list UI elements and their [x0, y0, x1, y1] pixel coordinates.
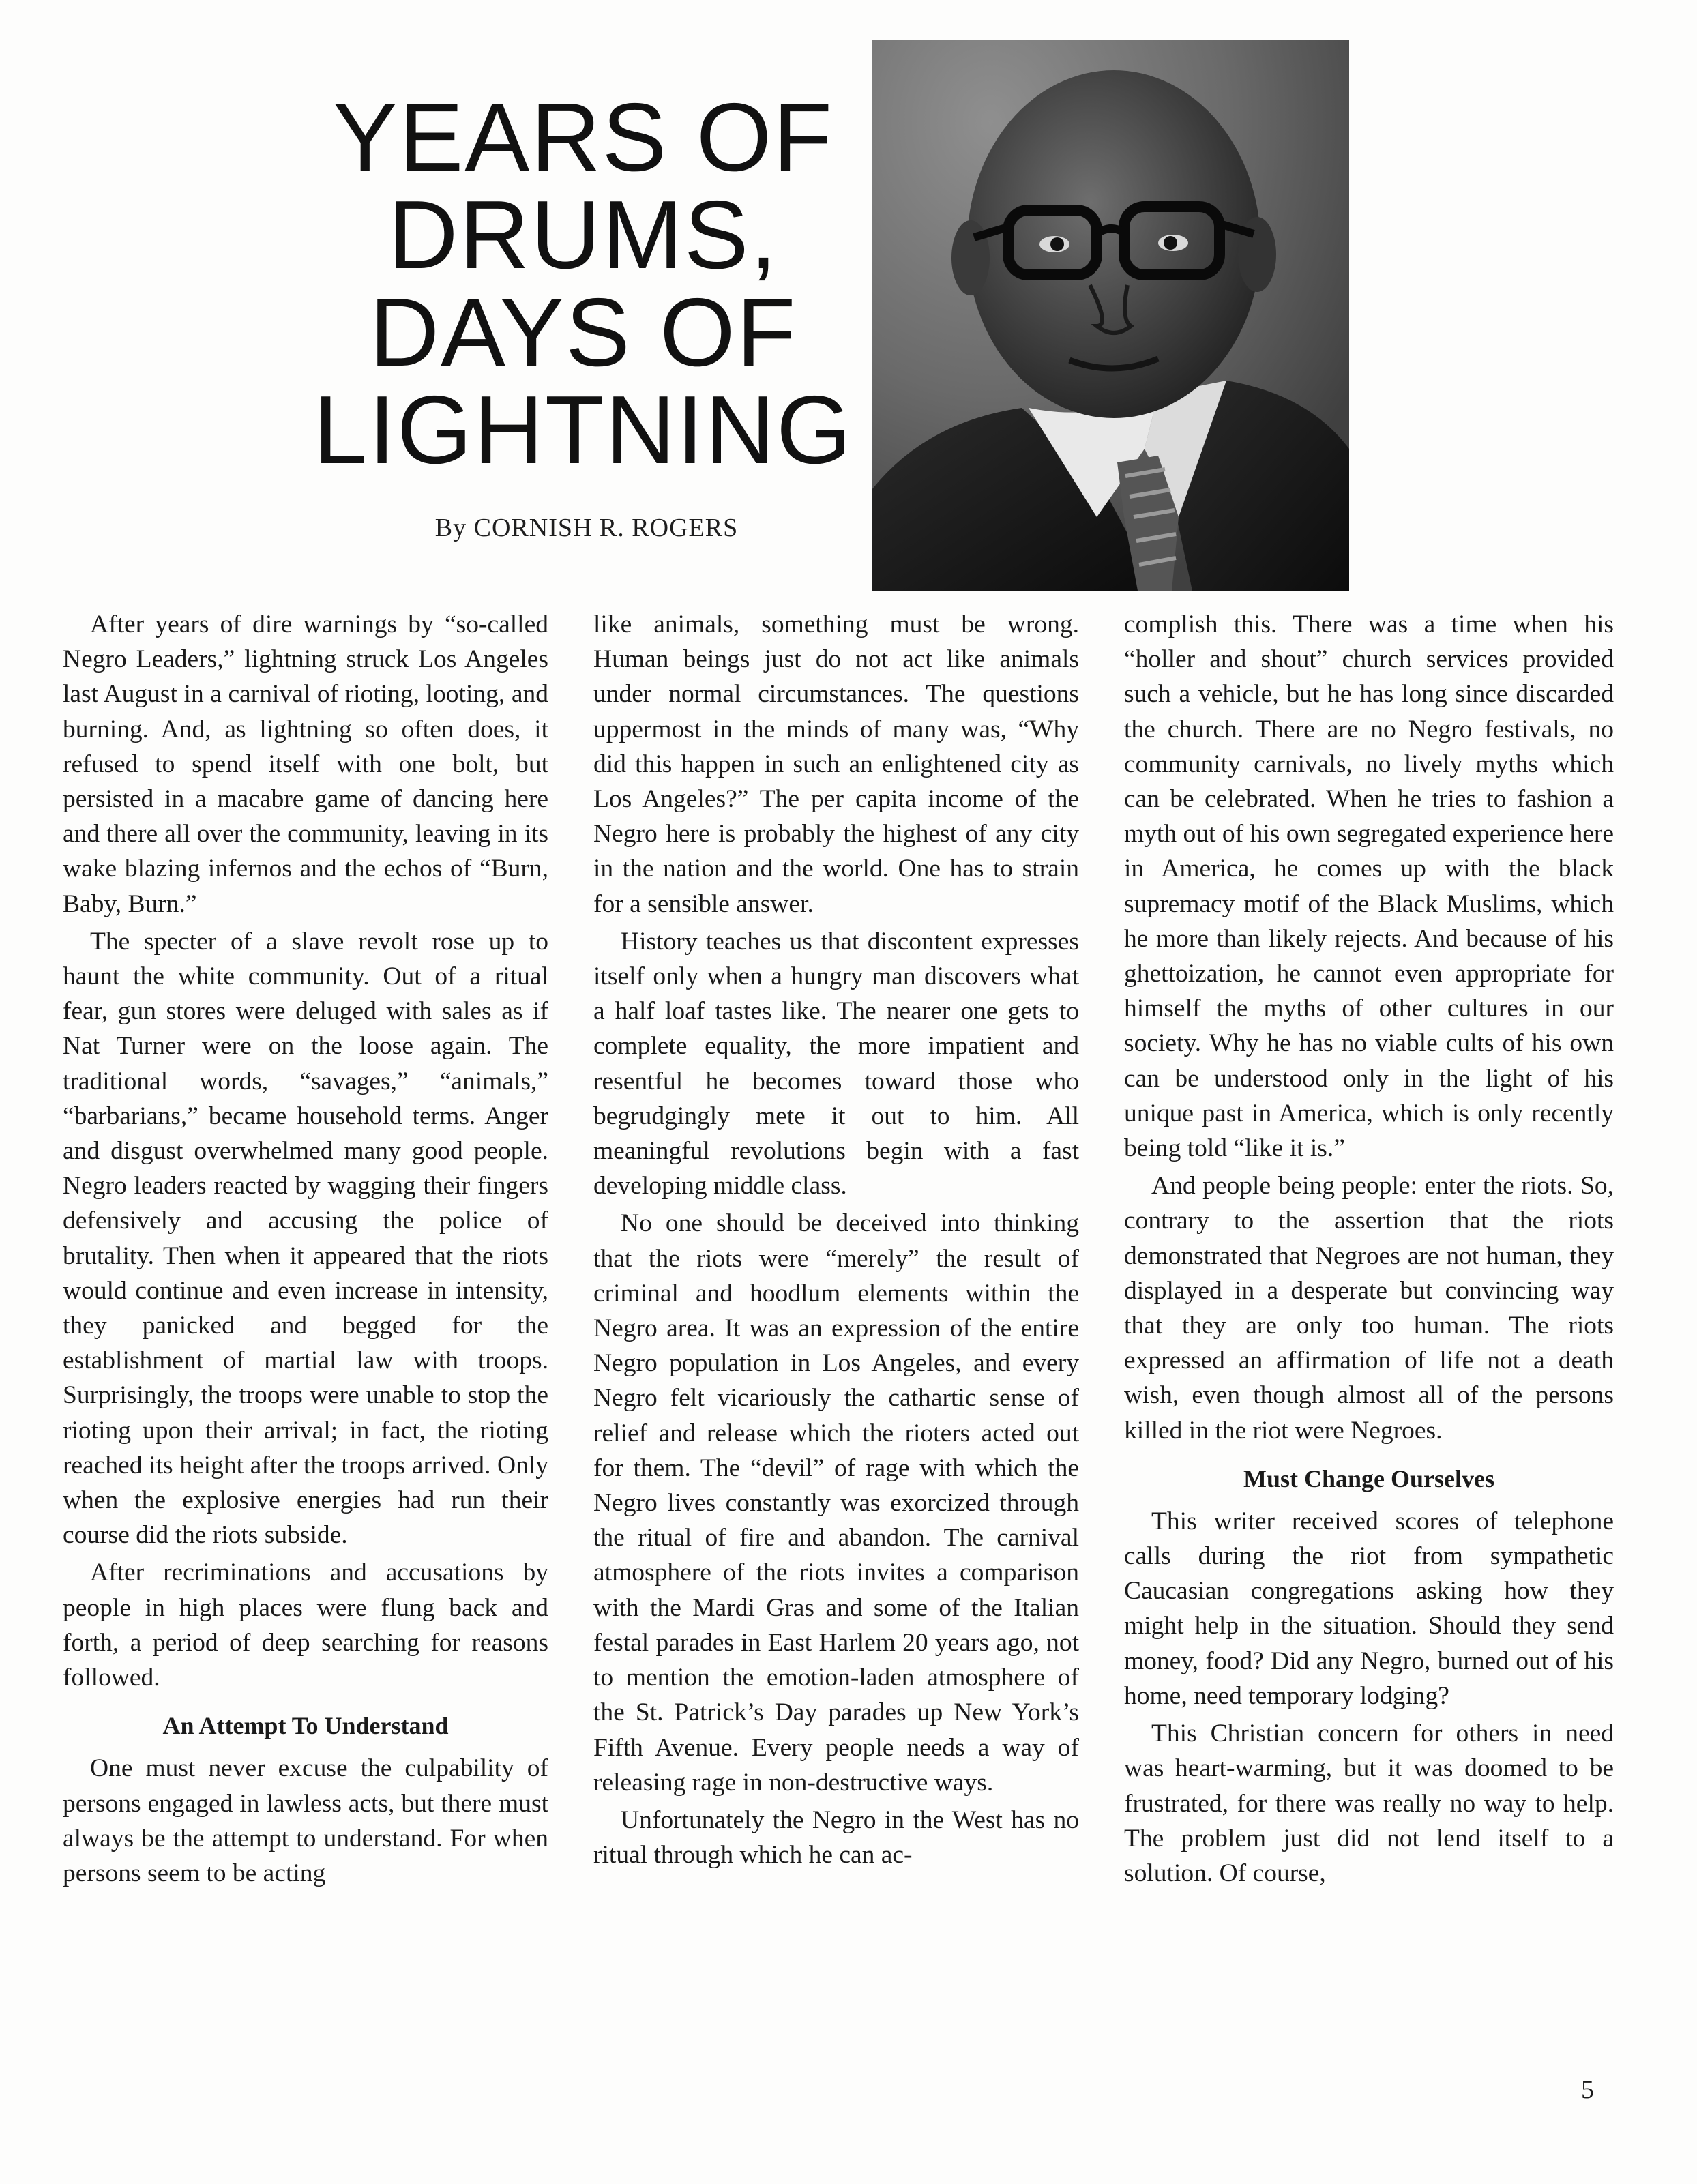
byline: By CORNISH R. ROGERS — [434, 514, 739, 542]
paragraph: After years of dire warnings by “so-called Negro Leaders,” lightning struck Los Angeles last August in a carnival of rioting, looting, and burning. And, as lightning so often does, it refused to spend itself with one bolt, but persisted in a macabre game of dancing here and there all over the community, leaving in its wake blazing infernos and the echos of “Burn, Baby, Burn.” — [63, 610, 548, 918]
title-line-3: DAYS OF — [369, 278, 797, 387]
paragraph: Unfortunately the Negro in the West has no ritual through which he can ac- — [593, 1805, 1079, 1870]
title-line-4: LIGHTNING — [313, 376, 853, 484]
section-subhead: Must Change Ourselves — [1243, 1464, 1494, 1492]
author-portrait — [872, 40, 1349, 591]
section-subhead: An Attempt To Understand — [162, 1712, 449, 1740]
paragraph: After recriminations and accusations by people in high places were flung back and forth, a period of deep searching for reasons followed. — [63, 1559, 548, 1692]
text-column-3 — [1124, 607, 1614, 1891]
page-number: 5 — [1581, 2076, 1594, 2104]
title-line-2: DRUMS, — [387, 181, 779, 289]
paragraph: This Christian concern for others in need was heart-warming, but it was doomed to be frustrated, for there was really no way to help. The problem just did not lend itself to a solution. Of course, — [1124, 1720, 1614, 1887]
paragraph: The specter of a slave revolt rose up to haunt the white community. Out of a ritual fear, gun stores were deluged with sales as if Nat Turner were on the loose again. The traditional words, “savages,” “animals,” “barbarians,” became household terms. Anger and disgust overwhelmed many good people. Negro leaders reacted by wagging their fingers defensively and accusing the police of brutality. Then when it appeared that the riots would continue and even increase in intensity, they panicked and begged for the establishment of martial law with troops. Surprisingly, the troops were unable to stop the rioting upon their arrival; in fact, the rioting reached its height after the troops arrived. Only when the explosive energies had run their course did the riots subside. — [63, 927, 548, 1550]
paragraph: One must never excuse the culpability of persons engaged in lawless acts, but there must always be the attempt to understand. For when persons seem to be acting — [63, 1754, 548, 1887]
text-column-2 — [593, 607, 1079, 1872]
title-line-1: YEARS OF — [332, 83, 834, 192]
text-column-1 — [63, 607, 548, 1891]
paragraph: And people being people: enter the riots. So, contrary to the assertion that the riots demonstrated that Negroes are not human, they displayed in a desperate but convincing way that they are only too human. The riots expressed an affirmation of life not a death wish, even though almost all of the persons killed in the riot were Negroes. — [1124, 1172, 1614, 1445]
paragraph: No one should be deceived into thinking that the riots were “merely” the result of criminal and hoodlum elements within the Negro area. It was an expression of the entire Negro population in Los Angeles, and every Negro felt vicariously the cathartic sense of relief and release which the rioters acted out for them. The “devil” of rage with which the Negro lives constantly was exorcized through the ritual of fire and abandon. The carnival atmosphere of the riots invites a comparison with the Mardi Gras and some of the Italian festal parades in East Harlem 20 years ago, not to mention the emotion-laden atmosphere of the St. Patrick’s Day parades up New York’s Fifth Avenue. Every people needs a way of releasing rage in non-destructive ways. — [593, 1209, 1079, 1797]
article-title — [300, 83, 866, 484]
paragraph: like animals, something must be wrong. Human beings just do not act like animals under normal circumstances. The questions uppermost in the minds of many was, “Why did this happen in such an enlightened city as Los Angeles?” The per capita income of the Negro here is probably the highest of any city in the nation and the world. One has to strain for a sensible answer. — [593, 610, 1079, 918]
paragraph: History teaches us that discontent expresses itself only when a hungry man discovers what a half loaf tastes like. The nearer one gets to complete equality, the more impatient and resentful he becomes toward those who begrudgingly mete it out to him. All meaningful revolutions begin with a fast developing middle class. — [593, 927, 1079, 1200]
paragraph: This writer received scores of telephone calls during the riot from sympathetic Caucasian congregations asking how they might help in the situation. Should they send money, food? Did any Negro, burned out of his home, need temporary lodging? — [1124, 1507, 1614, 1710]
paragraph: complish this. There was a time when his “holler and shout” church services provided such a vehicle, but he has long since discarded the church. There are no Negro festivals, no community carnivals, no lively myths which can be celebrated. When he tries to fashion a myth out of his own segregated experience here in America, he comes up with the black supremacy motif of the Black Muslims, which he more than likely rejects. And because of his ghettoization, he cannot even appropriate for himself the myths of other cultures in our society. Why he has no viable cults of his own can be understood only in the light of his unique past in America, which is only recently being told “like it is.” — [1124, 610, 1614, 1163]
